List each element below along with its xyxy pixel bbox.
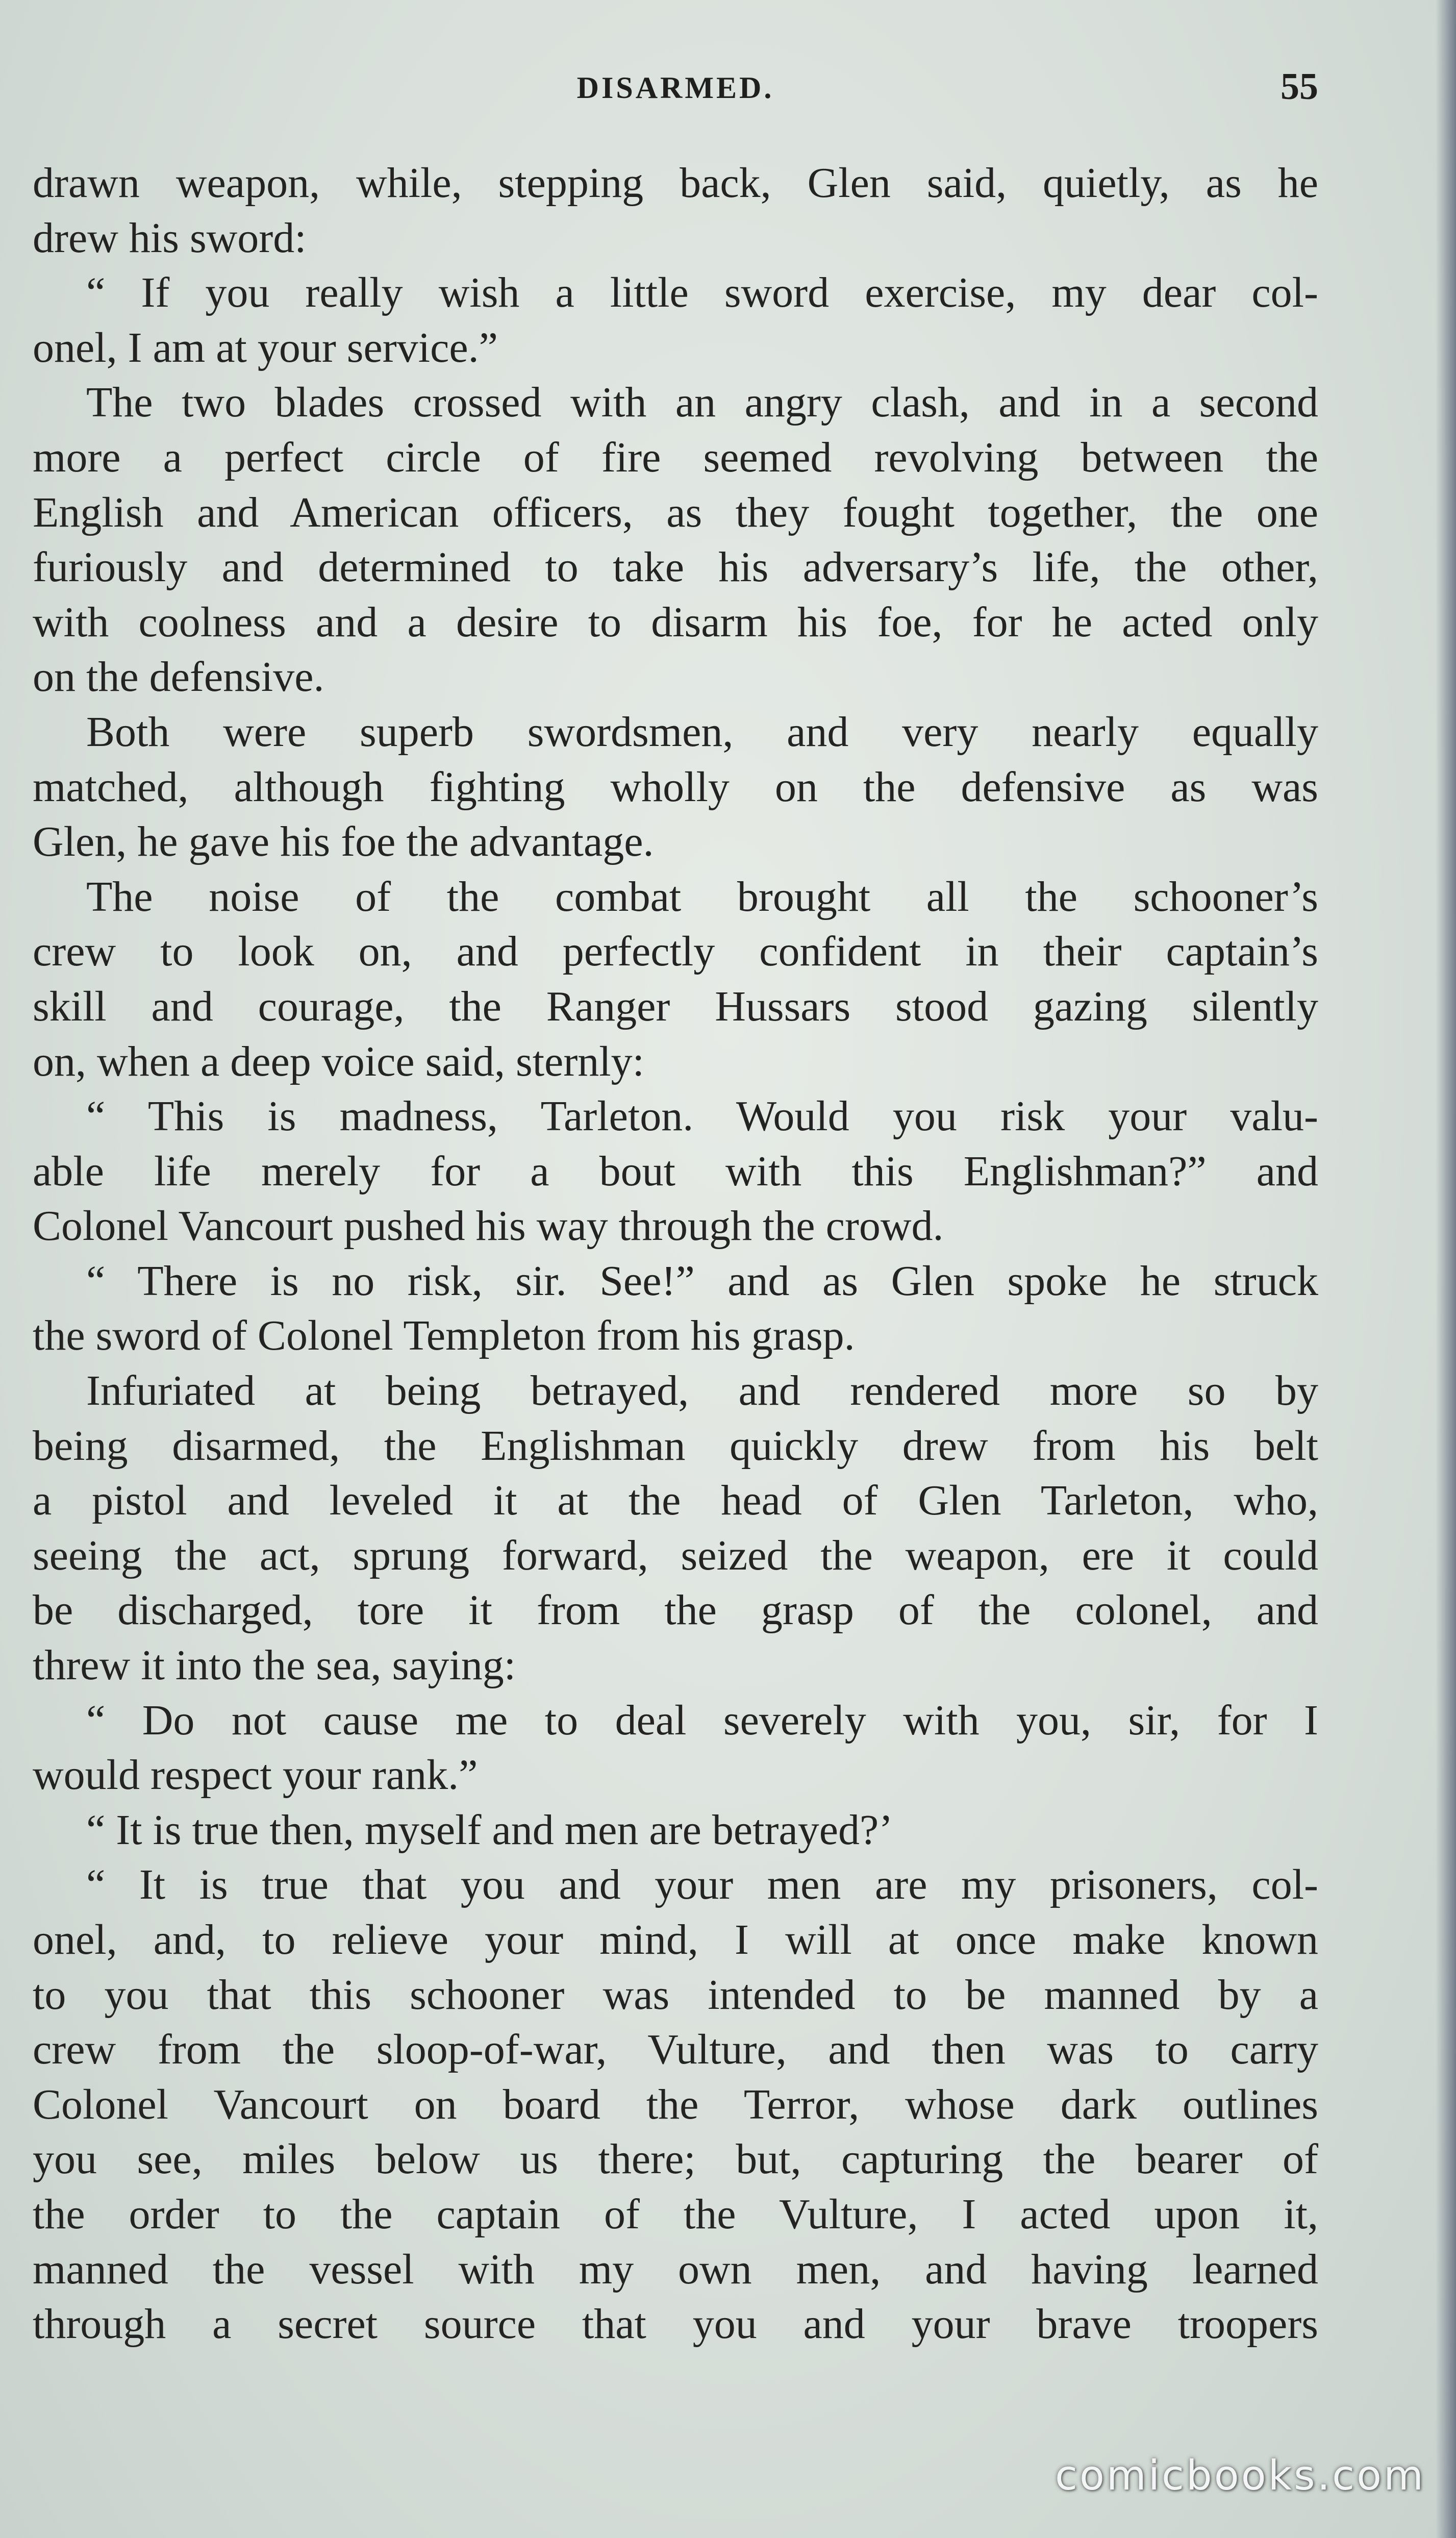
- text-line: “ There is no risk, sir. See!” and as Glen spoke he struck: [86, 1257, 1318, 1305]
- text-line: “ If you really wish a little sword exercise, my dear col-: [86, 269, 1318, 317]
- page-number: 55: [1281, 66, 1318, 108]
- text-line: the sword of Colonel Templeton from his grasp.: [33, 1312, 855, 1360]
- text-line: The noise of the combat brought all the schooner’s: [86, 873, 1318, 920]
- text-line: onel, I am at your service.”: [33, 324, 498, 371]
- text-line: seeing the act, sprung forward, seized the weapon, ere it could: [33, 1531, 1318, 1579]
- text-line: Both were superb swordsmen, and very nearly equally: [86, 708, 1318, 756]
- text-line: threw it into the sea, saying:: [33, 1641, 516, 1689]
- text-line: Glen, he gave his foe the advantage.: [33, 818, 654, 866]
- text-line: skill and courage, the Ranger Hussars stood gazing silently: [33, 982, 1318, 1030]
- text-line: “ This is madness, Tarleton. Would you risk your valu-: [86, 1092, 1318, 1140]
- text-line: manned the vessel with my own men, and having learned: [33, 2245, 1318, 2293]
- running-head: DISARMED.: [576, 71, 774, 105]
- text-line: to you that this schooner was intended to be manned by a: [33, 1971, 1318, 2019]
- text-line: matched, although fighting wholly on the defensive as was: [33, 763, 1318, 811]
- page-header: [33, 61, 1318, 117]
- page-edge-shadow: [1436, 0, 1456, 2538]
- text-line: The two blades crossed with an angry clash, and in a second: [86, 379, 1318, 427]
- text-line: Colonel Vancourt on board the Terror, whose dark outlines: [33, 2080, 1318, 2128]
- text-line: drew his sword:: [33, 214, 307, 262]
- text-line: crew from the sloop-of-war, Vulture, and then was to carry: [33, 2026, 1318, 2074]
- text-line: able life merely for a bout with this Englishman?” and: [33, 1147, 1318, 1195]
- text-line: more a perfect circle of fire seemed revolving between the: [33, 433, 1318, 481]
- text-line: “ It is true then, myself and men are betrayed?’: [86, 1806, 893, 1854]
- text-line: drawn weapon, while, stepping back, Glen said, quietly, as he: [33, 159, 1318, 207]
- text-line: a pistol and leveled it at the head of Glen Tarleton, who,: [33, 1477, 1318, 1525]
- text-line: “ It is true that you and your men are my prisoners, col-: [86, 1861, 1318, 1909]
- text-line: the order to the captain of the Vulture, I acted upon it,: [33, 2190, 1318, 2238]
- text-line: on the defensive.: [33, 653, 324, 701]
- text-line: “ Do not cause me to deal severely with you, sir, for I: [86, 1696, 1318, 1744]
- watermark: comicbooks.com: [1055, 2452, 1425, 2499]
- text-line: onel, and, to relieve your mind, I will at once make known: [33, 1916, 1318, 1963]
- text-line: through a secret source that you and your brave troopers: [33, 2300, 1318, 2348]
- text-line: crew to look on, and perfectly confident in their captain’s: [33, 928, 1318, 976]
- text-line: English and American officers, as they fought together, the one: [33, 488, 1318, 536]
- text-line: being disarmed, the Englishman quickly drew from his belt: [33, 1422, 1318, 1470]
- text-line: Infuriated at being betrayed, and rendered more so by: [86, 1367, 1318, 1415]
- text-line: you see, miles below us there; but, capturing the bearer of: [33, 2135, 1318, 2183]
- text-line: would respect your rank.”: [33, 1751, 478, 1799]
- text-line: Colonel Vancourt pushed his way through the crowd.: [33, 1202, 944, 1250]
- text-line: furiously and determined to take his adversary’s life, the other,: [33, 543, 1318, 591]
- text-line: on, when a deep voice said, sternly:: [33, 1037, 644, 1085]
- text-line: be discharged, tore it from the grasp of the colonel, and: [33, 1586, 1318, 1634]
- text-line: with coolness and a desire to disarm his foe, for he acted only: [33, 598, 1318, 646]
- body-text: [33, 156, 1318, 2352]
